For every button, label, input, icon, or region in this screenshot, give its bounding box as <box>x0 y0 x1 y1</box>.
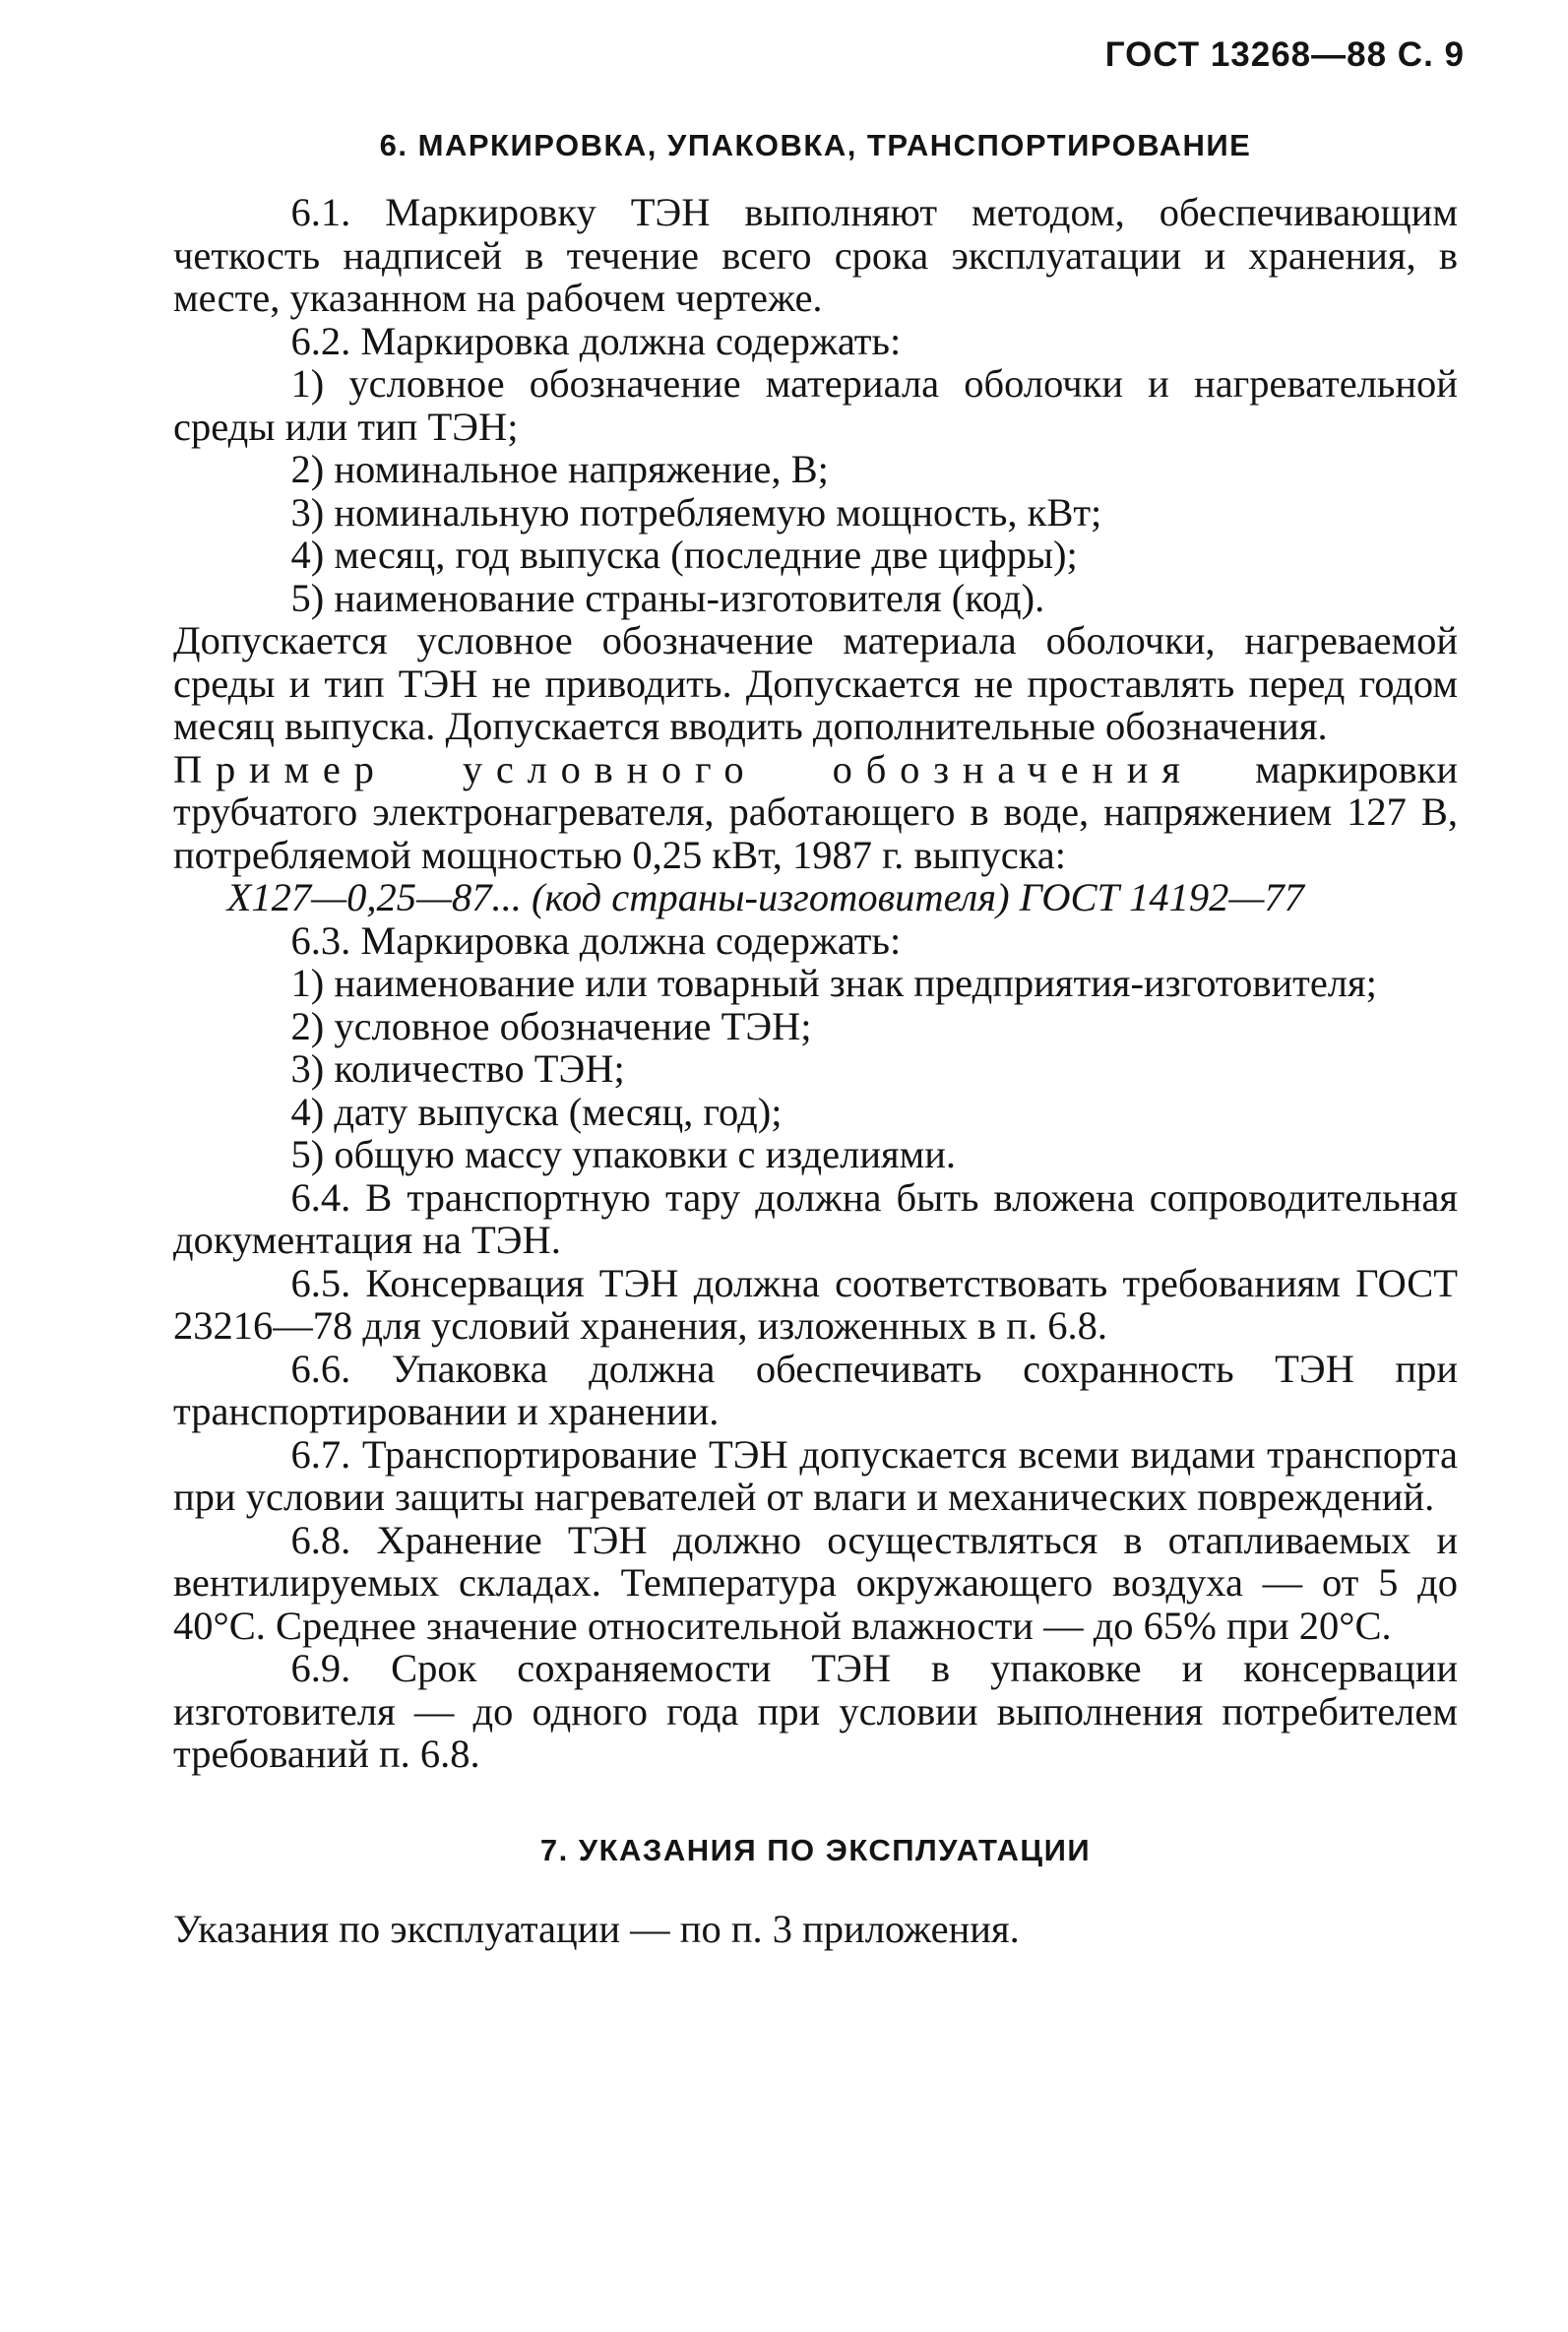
paragraph-6-8: 6.8. Хранение ТЭН должно осуществляться в отапливаемых и вентилируемых складах. Температура окружающего воздуха — от 5 до 40°С. Среднее значение относительной влажности — до 65% при 20°С. <box>173 1517 1458 1648</box>
paragraph-6-6: 6.6. Упаковка должна обеспечивать сохранность ТЭН при транспортировании и хранении. <box>173 1346 1458 1434</box>
paragraph-7: Указания по эксплуатации — по п. 3 приложения. <box>173 1907 1020 1952</box>
list-item: 5) общую массу упаковки с изделиями. <box>290 1132 957 1177</box>
example-label: Пример условного обозначения <box>173 746 1194 791</box>
list-item: 5) наименование страны-изготовителя (код). <box>290 575 1045 620</box>
list-item: 2) условное обозначение ТЭН; <box>290 1003 812 1048</box>
paragraph-6-2: 6.2. Маркировка должна содержать: <box>290 318 902 363</box>
section-7-title: 7. УКАЗАНИЯ ПО ЭКСПЛУАТАЦИИ <box>539 1832 1092 1867</box>
list-6-2 <box>173 362 1458 619</box>
list-item: 4) дату выпуска (месяц, год); <box>290 1089 783 1134</box>
list-item: 1) условное обозначение материала оболочки и нагревательной среды или тип ТЭН; <box>173 361 1458 449</box>
list-6-3 <box>173 962 1458 1176</box>
paragraph-6-4: 6.4. В транспортную тару должна быть вложена сопроводительная документация на ТЭН. <box>173 1174 1458 1263</box>
list-item: 4) месяц, год выпуска (последние две цифры); <box>290 533 1078 578</box>
section-6-title: 6. МАРКИРОВКА, УПАКОВКА, ТРАНСПОРТИРОВАНИЕ <box>379 128 1252 162</box>
paragraph-6-7: 6.7. Транспортирование ТЭН допускается всеми видами транспорта при условии защиты нагревателей от влаги и механических повреждений. <box>173 1431 1458 1520</box>
example-code: Х127—0,25—87... (код страны-изготовителя) ГОСТ 14192—77 <box>226 875 1304 920</box>
paragraph-6-9: 6.9. Срок сохраняемости ТЭН в упаковке и консервации изготовителя — до одного года при условии выполнения потребителем требований п. 6.8. <box>173 1646 1458 1777</box>
running-head: ГОСТ 13268—88 С. 9 <box>1104 35 1465 74</box>
page-content <box>173 126 1458 1951</box>
list-item: 1) наименование или товарный знак предприятия-изготовителя; <box>290 961 1377 1006</box>
example-paragraph <box>173 748 1458 877</box>
example-text: маркировки трубчатого электронагревателя, работающего в воде, напряжением 127 В, потребляемой мощностью 0,25 кВт, 1987 г. выпуска: <box>173 746 1459 877</box>
list-item: 3) количество ТЭН; <box>290 1046 625 1092</box>
list-item: 2) номинальное напряжение, В; <box>290 447 829 492</box>
paragraph-6-3: 6.3. Маркировка должна содержать: <box>290 917 902 963</box>
list-item: 3) номинальную потребляемую мощность, кВт; <box>290 489 1102 535</box>
paragraph-allowed: Допускается условное обозначение материала оболочки, нагреваемой среды и тип ТЭН не приводить. Допускается не проставлять перед годом месяц выпуска. Допускается вводить дополнительные обозначения. <box>173 618 1458 749</box>
paragraph-6-1: 6.1. Маркировку ТЭН выполняют методом, обеспечивающим четкость надписей в течение всего срока эксплуатации и хранения, в месте, указанном на рабочем чертеже. <box>173 190 1458 321</box>
paragraph-6-5: 6.5. Консервация ТЭН должна соответствовать требованиям ГОСТ 23216—78 для условий хранения, изложенных в п. 6.8. <box>173 1260 1458 1349</box>
